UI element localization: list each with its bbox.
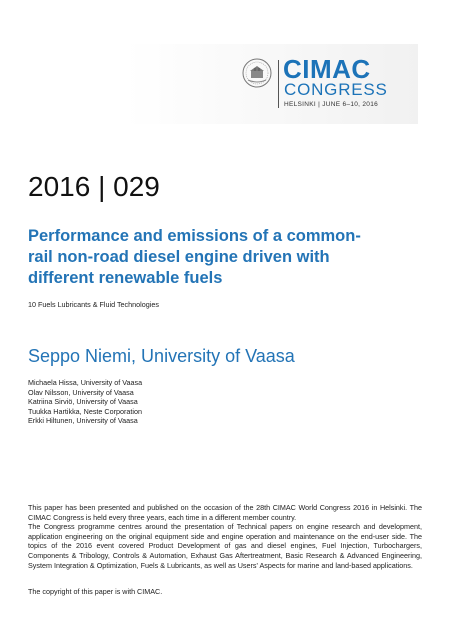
cimac-congress-logo <box>242 56 392 114</box>
cimac-wordmark: CIMAC <box>283 54 371 84</box>
disclaimer-paragraph: The Congress programme centres around the presentation of Technical papers on engine research and development, application engineering on the original equipment side and engine operation and maintenance on the end-user side. The topics of the 2016 event covered Product Development of gas and diesel engines, Fuel Injection, Turbochargers, Components & Tribology, Controls & Automation, Exhaust Gas Aftertreatment, Basic Research & Advanced Engineering, System Integration & Optimization, Fuels & Lubricants, as well as Users' Aspects for marine and land-based applications. <box>28 522 422 570</box>
paper-topic: 10 Fuels Lubricants & Fluid Technologies <box>28 300 159 309</box>
coauthor: Katriina Sirviö, University of Vaasa <box>28 397 138 407</box>
coauthor: Michaela Hissa, University of Vaasa <box>28 378 143 387</box>
copyright-notice: The copyright of this paper is with CIMAC. <box>28 587 163 596</box>
logo-divider <box>278 60 279 108</box>
main-author: Seppo Niemi, University of Vaasa <box>28 346 295 366</box>
paper-title <box>28 226 408 289</box>
paper-title-line: different renewable fuels <box>28 269 223 287</box>
congress-disclaimer <box>28 503 422 570</box>
conference-info: HELSINKI | JUNE 6–10, 2016 <box>284 101 379 108</box>
paper-title-line: rail non-road diesel engine driven with <box>28 248 330 266</box>
congress-wordmark: CONGRESS <box>284 80 388 99</box>
helsinki-seal-icon <box>242 58 272 88</box>
paper-title-line: Performance and emissions of a common- <box>28 227 361 245</box>
paper-number: 2016 | 029 <box>28 171 160 202</box>
coauthor-list <box>28 378 142 426</box>
coauthor: Tuukka Hartikka, Neste Corporation <box>28 406 142 416</box>
disclaimer-paragraph: This paper has been presented and published on the occasion of the 28th CIMAC World Congress 2016 in Helsinki. The CIMAC Congress is held every three years, each time in a different member country. <box>28 503 422 522</box>
coauthor: Olav Nilsson, University of Vaasa <box>28 387 134 397</box>
coauthor: Erkki Hiltunen, University of Vaasa <box>28 416 138 426</box>
